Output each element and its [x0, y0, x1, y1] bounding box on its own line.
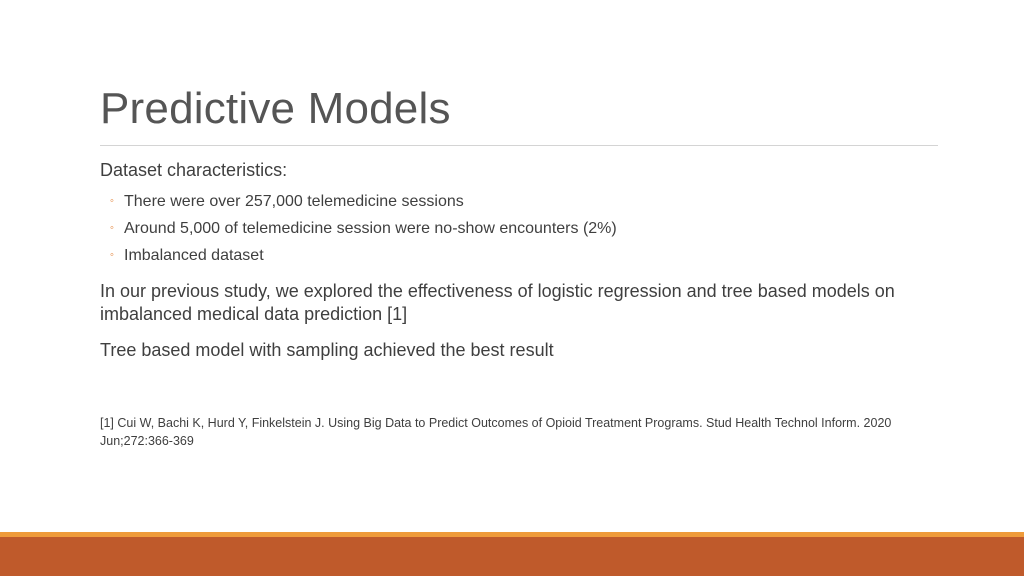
- slide-body: [100, 159, 950, 362]
- reference-citation: [1] Cui W, Bachi K, Hurd Y, Finkelstein J. Using Big Data to Predict Outcomes of Opioid Treatment Programs. Stud Health Technol Inform. 2020 Jun;272:366-369: [100, 416, 892, 448]
- bullet-item-no-shows: [100, 215, 950, 242]
- bullet-text: Imbalanced dataset: [124, 247, 264, 264]
- bullet-item-imbalanced: [100, 242, 950, 269]
- slide-title: Predictive Models: [100, 84, 451, 133]
- bullet-circle-icon: ◦: [110, 222, 114, 234]
- title-divider: [100, 145, 938, 146]
- bullet-text: Around 5,000 of telemedicine session were no-show encounters (2%): [124, 220, 617, 237]
- dataset-heading: Dataset characteristics:: [100, 160, 288, 180]
- footer-band: [0, 537, 1024, 576]
- best-result-paragraph: Tree based model with sampling achieved the best result: [100, 340, 554, 360]
- bullet-text: There were over 257,000 telemedicine sessions: [124, 193, 464, 210]
- bullet-circle-icon: ◦: [110, 195, 114, 207]
- previous-study-paragraph: In our previous study, we explored the effectiveness of logistic regression and tree based models on imbalanced medical data prediction [1]: [100, 281, 895, 324]
- bullet-circle-icon: ◦: [110, 249, 114, 261]
- dataset-bullet-list: [100, 188, 950, 269]
- bullet-item-sessions: [100, 188, 950, 215]
